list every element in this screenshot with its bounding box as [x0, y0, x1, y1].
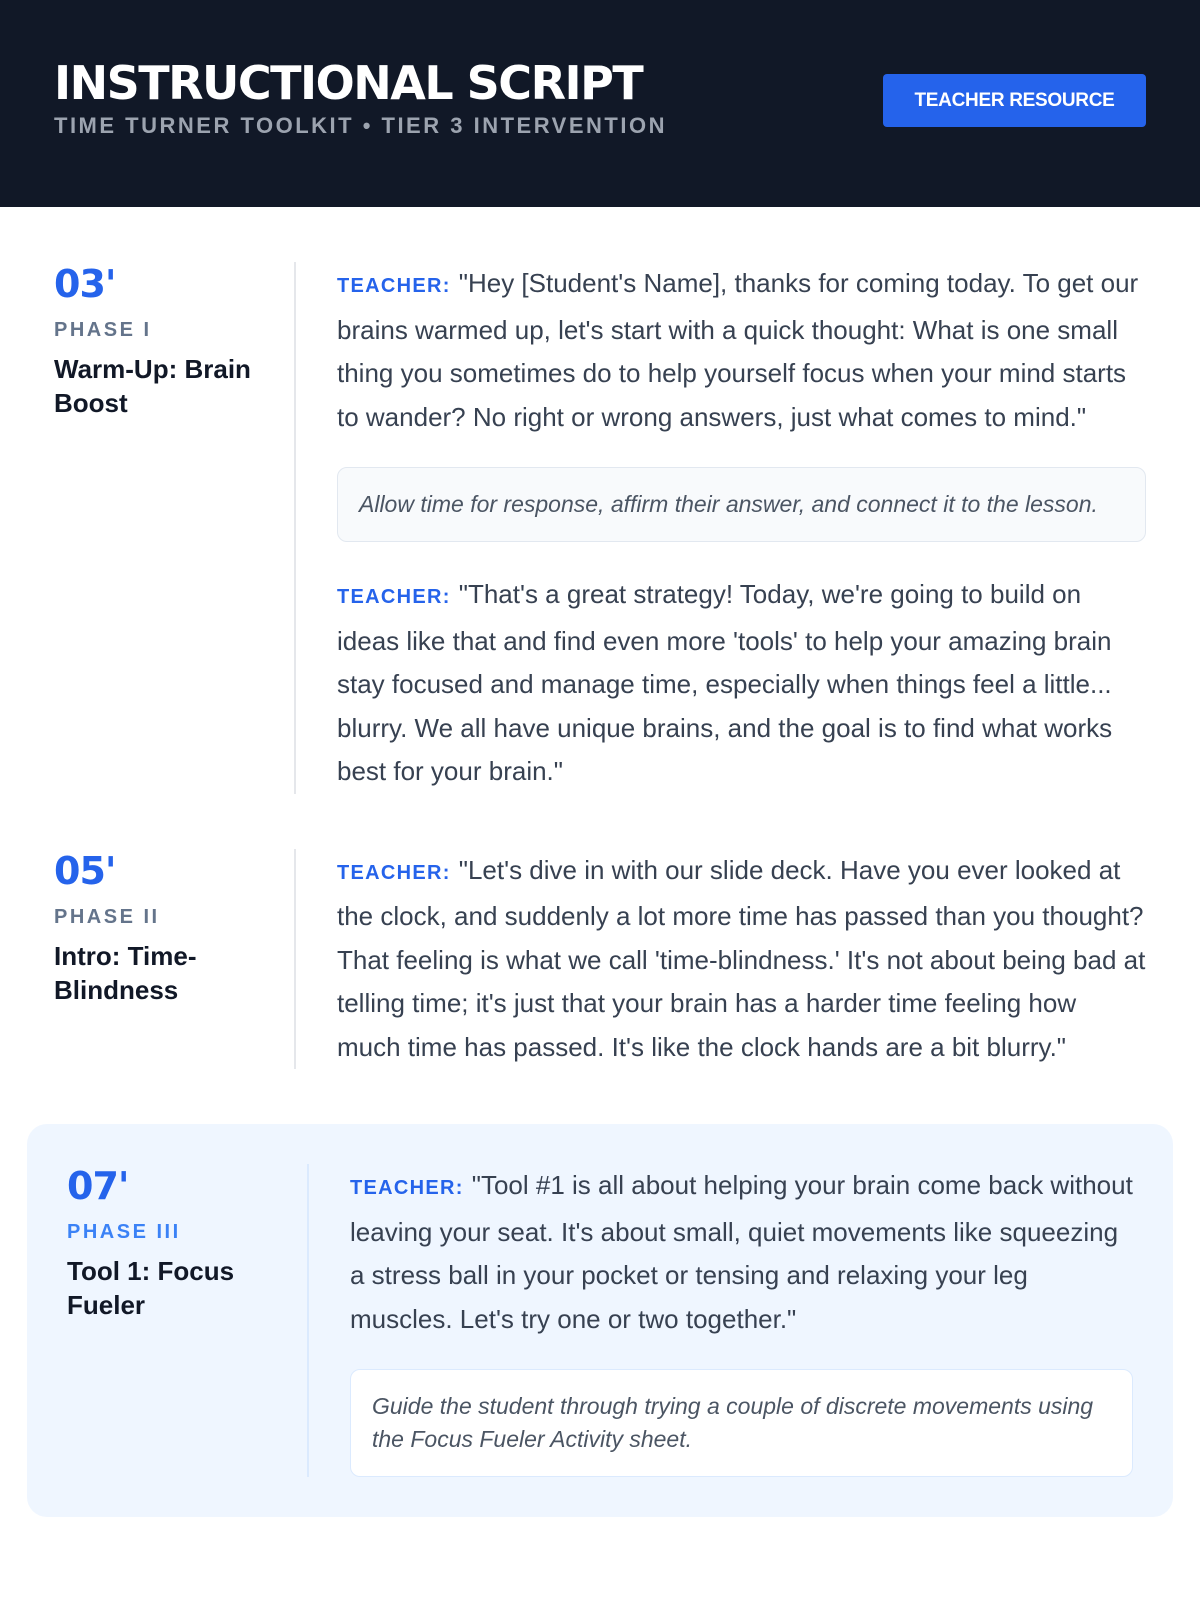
teacher-script	[337, 573, 1146, 794]
script-content	[0, 207, 1200, 1517]
phase-label: PHASE II	[54, 905, 160, 928]
script-text: "Let's dive in with our slide deck. Have you ever looked at the clock, and suddenly a lot more time has passed than you thought? That feeling is what we call 'time-blindness.' It's not about being bad at telling time; it's just that your brain has a harder time feeling how much time has passed. It's like the clock hands are a bit blurry."	[337, 854, 1146, 1062]
phase-duration: 05'	[54, 848, 116, 893]
speaker-label: TEACHER:	[337, 861, 451, 884]
page-header	[0, 0, 1200, 207]
teacher-script	[337, 262, 1146, 439]
phase-body	[294, 262, 1146, 794]
phase-body	[294, 849, 1146, 1070]
script-text: "Hey [Student's Name], thanks for coming today. To get our brains warmed up, let's start with a quick thought: What is one small thing you sometimes do to help yourself focus when your mind starts to wander? No right or wrong answers, just what comes to mind."	[337, 268, 1139, 432]
teacher-resource-badge: TEACHER RESOURCE	[883, 74, 1146, 127]
speaker-label: TEACHER:	[337, 586, 451, 608]
phase-meta	[54, 262, 294, 794]
phase-body	[307, 1164, 1133, 1477]
instruction-note: Allow time for response, affirm their answer, and connect it to the lesson.	[337, 467, 1146, 542]
speaker-label: TEACHER:	[337, 275, 451, 297]
instruction-note: Guide the student through trying a couple of discrete movements using the Focus Fueler Activity sheet.	[350, 1369, 1133, 1477]
phase-name: Warm-Up: Brain Boost	[54, 354, 251, 418]
teacher-script	[350, 1164, 1133, 1341]
phase-label: PHASE III	[67, 1221, 181, 1243]
speaker-label: TEACHER:	[350, 1177, 464, 1199]
page-title: INSTRUCTIONAL SCRIPT	[54, 56, 643, 110]
phase-meta	[67, 1164, 307, 1477]
phase-name: Intro: Time-Blindness	[54, 940, 197, 1005]
page-subtitle: TIME TURNER TOOLKIT • TIER 3 INTERVENTION	[54, 113, 667, 138]
phase-meta	[54, 849, 294, 1070]
phase-2	[27, 849, 1173, 1070]
phase-duration: 03'	[54, 262, 116, 306]
phase-label: PHASE I	[54, 319, 152, 341]
phase-1	[27, 262, 1173, 794]
script-text: "Tool #1 is all about helping your brain come back without leaving your seat. It's about small, quiet movements like squeezing a stress ball in your pocket or tensing and relaxing your leg muscles. Let's try one or two together."	[350, 1170, 1133, 1334]
phase-name: Tool 1: Focus Fueler	[67, 1256, 235, 1320]
script-text: "That's a great strategy! Today, we're going to build on ideas like that and find even more 'tools' to help your amazing brain stay focused and manage time, especially when things feel a little... blurry. We all have unique brains, and the goal is to find what works best for your brain."	[337, 579, 1113, 786]
phase-duration: 07'	[67, 1164, 129, 1208]
teacher-script	[337, 849, 1146, 1070]
phase-3	[27, 1124, 1173, 1517]
